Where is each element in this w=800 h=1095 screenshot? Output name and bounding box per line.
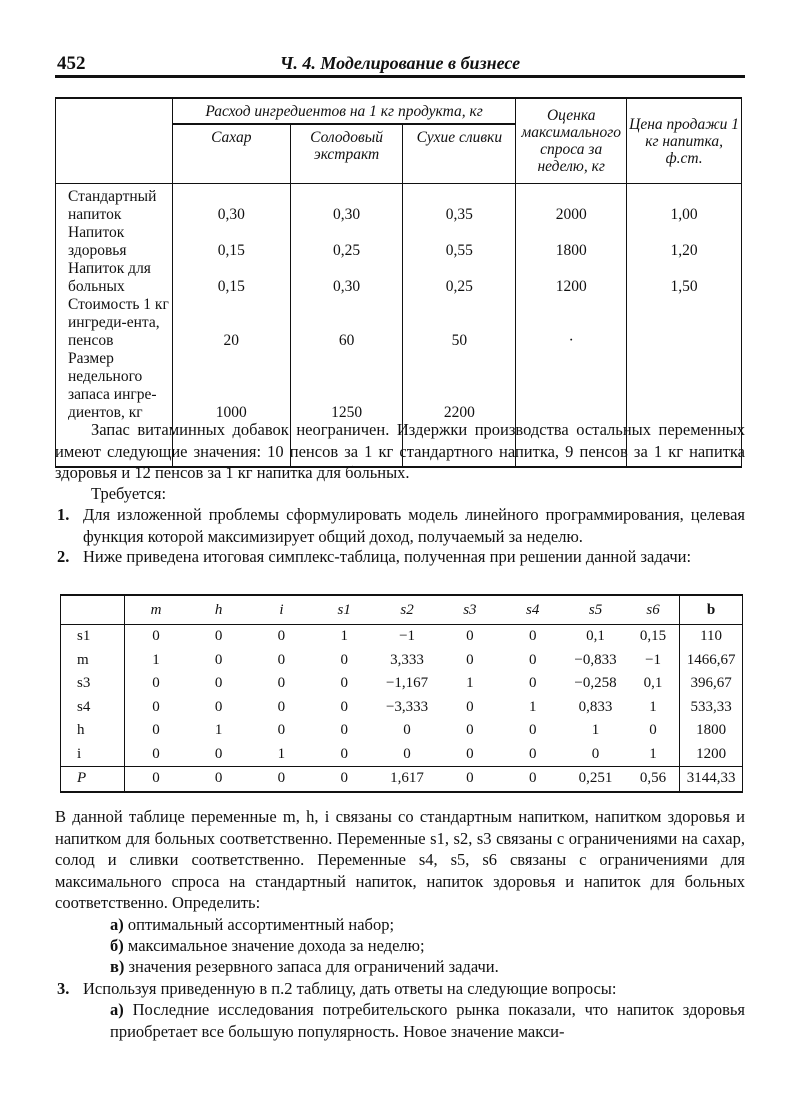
simplex-cell: 0 (528, 745, 537, 762)
simplex-cell: 0 (403, 745, 411, 762)
simplex-cell: 0 (313, 767, 376, 792)
table-cell: 2000 (555, 206, 587, 223)
simplex-cell: 3,333 (390, 651, 424, 668)
simplex-cell: 0 (528, 651, 537, 668)
simplex-cell: 3144,33 (680, 767, 743, 792)
simplex-cell: 0 (501, 767, 564, 792)
sub-mark: а) (110, 1000, 124, 1019)
row-label: Стандартный напиток (68, 188, 157, 223)
table-cell: 50 (451, 332, 468, 349)
simplex-cell: 0 (214, 675, 223, 692)
simplex-cell: 0 (124, 767, 187, 792)
table-cell: 0,25 (445, 278, 473, 295)
paragraph-supplies (55, 419, 745, 484)
simplex-row (61, 767, 743, 792)
table-cell: 1,50 (670, 278, 698, 295)
simplex-cell: 0,251 (564, 767, 627, 792)
simplex-cell: 0 (403, 722, 411, 739)
simplex-cell: 0 (528, 722, 537, 739)
sub-text: значения резервного запаса для ограничений задачи. (128, 957, 499, 976)
table-cell: 0,30 (333, 206, 361, 223)
simplex-cell: 0 (438, 767, 501, 792)
sub-mark: а) (110, 915, 124, 934)
simplex-header: s3 (438, 595, 501, 625)
table-cell: · (568, 332, 574, 349)
table-cell: 2200 (443, 404, 475, 421)
simplex-cell: 0 (152, 698, 160, 715)
empty-header (56, 98, 173, 184)
simplex-row (61, 696, 743, 720)
simplex-header: s4 (501, 595, 564, 625)
list-number: 1. (57, 505, 70, 524)
paragraph-text: Запас витаминных добавок неограничен. Издержки производства остальных переменных имеют следующие значения: 10 пенсов за 1 кг стандартного напитка, 9 пенсов за 1 кг напитка здоровья и 12 пенсов за 1 кг напитка для больных. (55, 420, 745, 482)
simplex-cell: 0 (340, 698, 348, 715)
simplex-basis: i (61, 743, 125, 767)
simplex-cell: −1 (399, 628, 416, 645)
simplex-cell: 1 (528, 698, 537, 715)
simplex-cell: 0 (152, 722, 160, 739)
simplex-row (61, 625, 743, 649)
list-number: 2. (57, 547, 70, 566)
sub-text: Последние исследования потребительского рынка показали, что напиток здоровья приобретает все большую популярность. Новое значение макси- (110, 1000, 745, 1041)
table-cell: 0,30 (217, 206, 245, 223)
simplex-cell: 0 (250, 767, 313, 792)
row-label: Стоимость 1 кг ингреди-ента, пенсов (68, 296, 169, 349)
table-cell: 0,55 (445, 242, 473, 259)
simplex-cell: 1200 (680, 743, 743, 767)
simplex-cell: 0 (528, 675, 537, 692)
simplex-cell: 0 (214, 745, 223, 762)
simplex-cell: 0 (152, 675, 160, 692)
simplex-header: b (680, 595, 743, 625)
cream-header: Сухие сливки (403, 124, 516, 184)
simplex-row (61, 672, 743, 696)
simplex-header: h (187, 595, 250, 625)
simplex-cell: −0,833 (574, 651, 617, 668)
simplex-cell: 0 (466, 628, 474, 645)
simplex-cell: 0 (187, 767, 250, 792)
simplex-cell: 0 (277, 628, 286, 645)
table-cell: 1200 (555, 278, 587, 295)
simplex-cell: 0 (340, 745, 348, 762)
sub-text: оптимальный ассортиментный набор; (127, 915, 395, 934)
required-line (55, 483, 745, 505)
simplex-cell: 0 (528, 628, 537, 645)
simplex-cell: 0 (214, 651, 223, 668)
simplex-cell: 1 (591, 722, 600, 739)
simplex-cell: −1,167 (385, 675, 429, 692)
malt-header: Солодовый экстракт (290, 124, 403, 184)
running-head: Ч. 4. Моделирование в бизнесе (279, 53, 521, 73)
simplex-cell: 1 (152, 651, 160, 668)
simplex-corner (61, 595, 125, 625)
simplex-cell: 1 (214, 722, 223, 739)
simplex-cell: 0 (152, 745, 160, 762)
simplex-basis: h (61, 719, 125, 743)
simplex-cell: 0,15 (639, 628, 667, 645)
simplex-cell: −3,333 (385, 698, 429, 715)
simplex-cell: 0 (214, 628, 223, 645)
price-header: Цена продажи 1 кг напитка, ф.ст. (627, 98, 742, 184)
simplex-cell: 396,67 (680, 672, 743, 696)
list-text: Для изложенной проблемы сформулировать модель линейного программирования, целевая функция которой максимизирует общий доход, получаемый за неделю. (83, 505, 745, 546)
simplex-cell: 1 (277, 745, 286, 762)
table-cell: 0,15 (217, 242, 245, 259)
sub-item-a (110, 914, 745, 936)
sub-item-c (110, 956, 745, 978)
page-header (55, 52, 745, 76)
simplex-header: s1 (313, 595, 376, 625)
sub-item-3a (110, 999, 745, 1042)
simplex-header: s6 (627, 595, 680, 625)
ingredients-group-header: Расход ингредиентов на 1 кг продукта, кг (172, 98, 515, 124)
simplex-cell: 0 (214, 698, 223, 715)
simplex-basis: P (61, 767, 125, 792)
page-number: 452 (57, 53, 86, 74)
sub-mark: б) (110, 936, 124, 955)
required-label: Требуется: (91, 484, 167, 503)
simplex-cell: 1 (466, 675, 474, 692)
simplex-cell: 0 (277, 698, 286, 715)
simplex-row (61, 649, 743, 673)
simplex-cell: 0 (152, 628, 160, 645)
simplex-cell: 0 (277, 675, 286, 692)
simplex-cell: 0,1 (586, 628, 605, 645)
simplex-cell: 0 (649, 722, 657, 739)
simplex-header: s5 (564, 595, 627, 625)
table-cell: 1,00 (670, 206, 698, 223)
table-cell: 1,20 (670, 242, 698, 259)
simplex-cell: 0,56 (627, 767, 680, 792)
list-text: Ниже приведена итоговая симплекс-таблица, полученная при решении данной задачи: (83, 547, 692, 566)
simplex-cell: −1 (645, 651, 662, 668)
simplex-basis: s3 (61, 672, 125, 696)
simplex-cell: 1 (649, 698, 657, 715)
simplex-cell: 0 (466, 651, 474, 668)
simplex-cell: 0,833 (578, 698, 613, 715)
simplex-cell: 1 (340, 628, 348, 645)
simplex-header: s2 (376, 595, 439, 625)
simplex-cell: 1,617 (376, 767, 439, 792)
demand-header: Оценка максимального спроса за неделю, кг (516, 98, 627, 184)
sub-item-b (110, 935, 745, 957)
sub-text: максимальное значение дохода за неделю; (127, 936, 425, 955)
simplex-cell: 0 (466, 745, 474, 762)
table-cell: 20 (223, 332, 240, 349)
table-cell: 1800 (555, 242, 587, 259)
table-cell: 1000 (215, 404, 247, 421)
simplex-cell: 0 (591, 745, 600, 762)
paragraph-text: В данной таблице переменные m, h, i связаны со стандартным напитком, напитком здоровья и напитком для больных соответственно. Переменные s1, s2, s3 связаны с ограничениями на сахар, солод и сливки соответственно. Переменные s4, s5, s6 связаны с ограничениями для максимального спроса на стандартный напиток, напиток здоровья и напиток для больных соответственно. Определить: (55, 807, 745, 912)
table-cell: 0,35 (445, 206, 473, 223)
list-number: 3. (57, 979, 70, 998)
simplex-cell: 0 (340, 722, 348, 739)
paragraph-variables (55, 806, 745, 914)
table-cell: 60 (338, 332, 355, 349)
simplex-cell: 0 (466, 698, 474, 715)
table-cell: 0,30 (333, 278, 361, 295)
simplex-cell: 0 (340, 675, 348, 692)
simplex-cell: 1 (649, 745, 657, 762)
simplex-header: i (250, 595, 313, 625)
simplex-basis: s1 (61, 625, 125, 649)
row-label: Размер недельного запаса ингре-диентов, кг (68, 350, 157, 421)
simplex-basis: s4 (61, 696, 125, 720)
simplex-cell: 0 (466, 722, 474, 739)
sub-mark: в) (110, 957, 125, 976)
simplex-basis: m (61, 649, 125, 673)
ingredients-table (55, 97, 742, 468)
row-label: Напиток здоровья (68, 224, 127, 259)
simplex-cell: −0,258 (574, 675, 617, 692)
simplex-cell: 1466,67 (680, 649, 743, 673)
sugar-header: Сахар (172, 124, 290, 184)
simplex-cell: 1800 (680, 719, 743, 743)
row-label: Напиток для больных (68, 260, 151, 295)
list-text: Используя приведенную в п.2 таблицу, дать ответы на следующие вопросы: (83, 979, 617, 998)
header-rule (55, 75, 745, 78)
simplex-cell: 0 (277, 722, 286, 739)
simplex-table (60, 594, 743, 793)
simplex-cell: 0 (340, 651, 348, 668)
table-cell: 0,15 (217, 278, 245, 295)
simplex-cell: 110 (680, 625, 743, 649)
simplex-header: m (124, 595, 187, 625)
simplex-cell: 533,33 (680, 696, 743, 720)
table-cell: 0,25 (333, 242, 361, 259)
table-cell: 1250 (331, 404, 363, 421)
simplex-cell: 0 (277, 651, 286, 668)
simplex-row (61, 743, 743, 767)
simplex-row (61, 719, 743, 743)
simplex-cell: 0,1 (643, 675, 663, 692)
